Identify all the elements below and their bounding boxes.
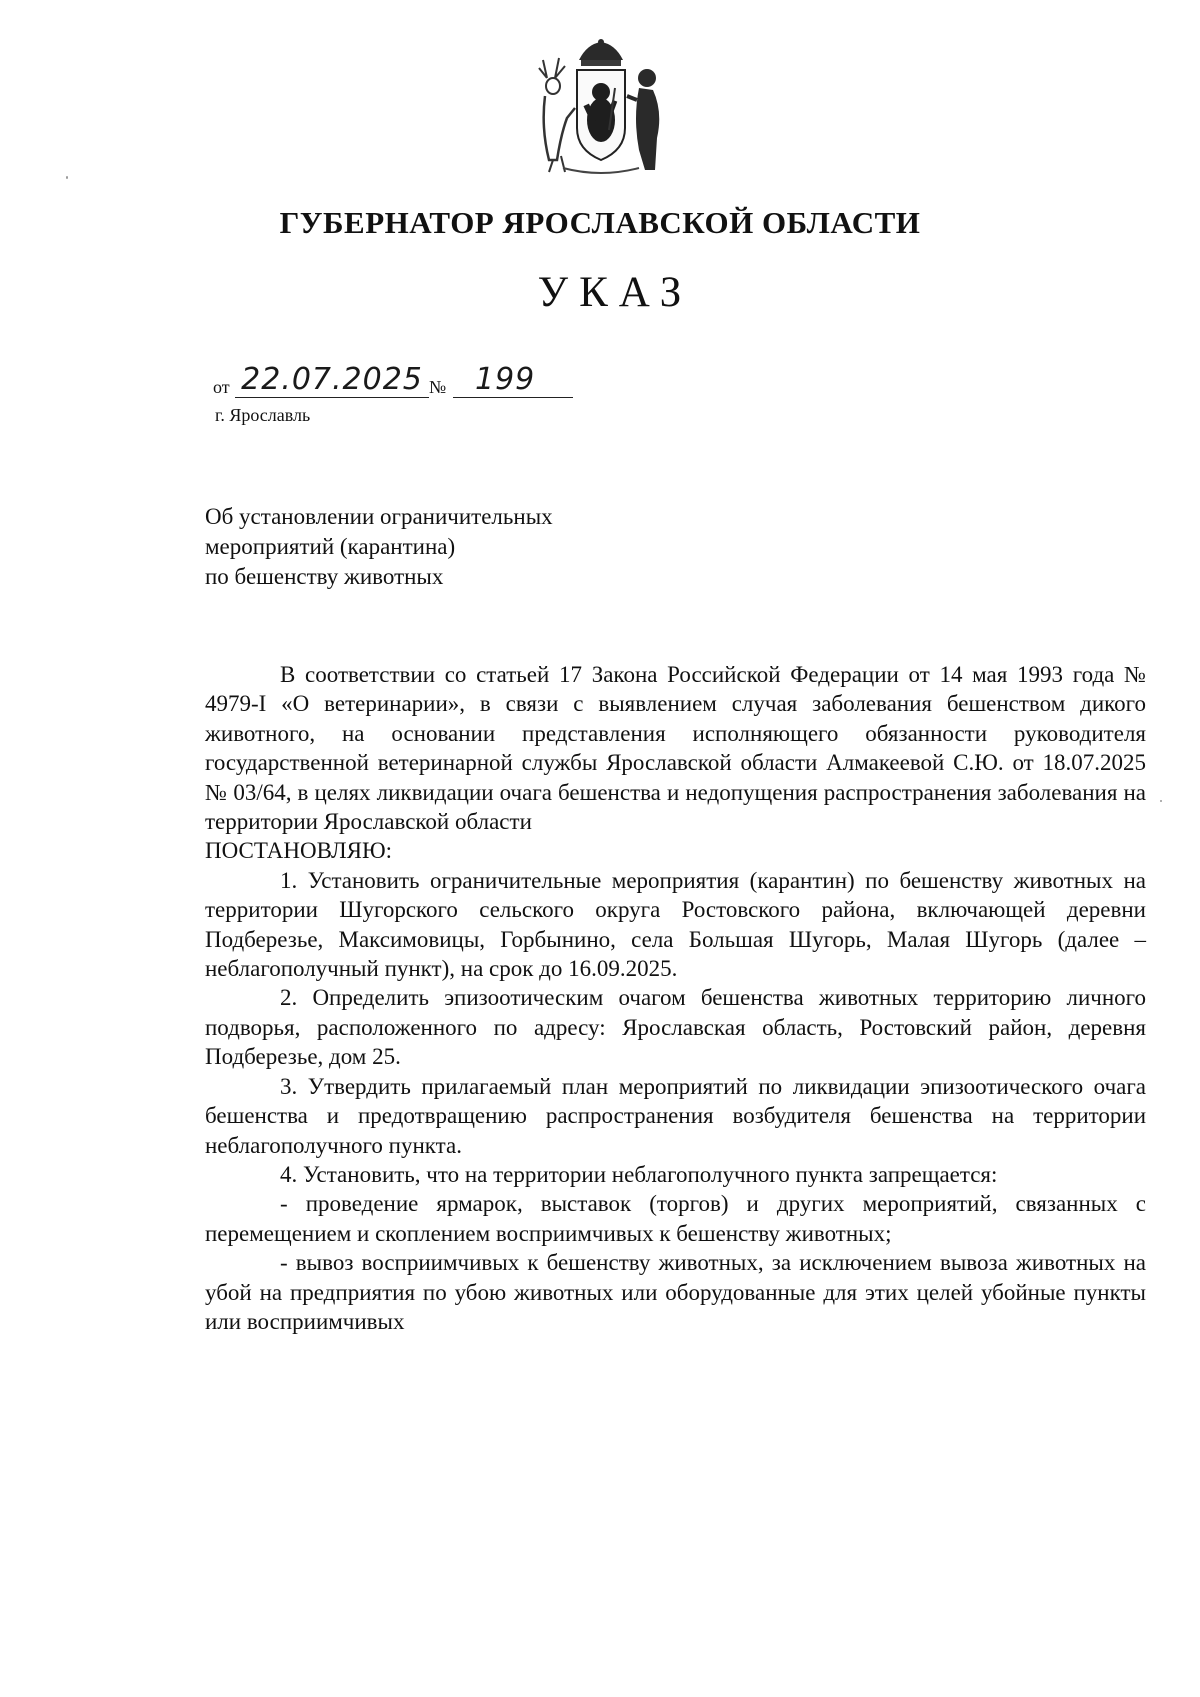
- decree-body: [205, 660, 1146, 1336]
- date-underline: [235, 397, 429, 398]
- decree-subject: [205, 502, 553, 592]
- number-prefix: №: [429, 377, 447, 397]
- handwritten-date: 22.07.2025: [241, 362, 423, 397]
- body-paragraph-bullet: - вывоз восприимчивых к бешенству животных, за исключением вывоза животных на убой на предприятия по убою животных или оборудованные для этих целей убойные пункты или восприимчивых: [205, 1250, 1146, 1334]
- scan-speck: [66, 176, 68, 179]
- issuing-authority: ГУБЕРНАТОР ЯРОСЛАВСКОЙ ОБЛАСТИ: [279, 205, 921, 240]
- coat-of-arms-icon: [535, 38, 667, 178]
- body-paragraph-preamble: В соответствии со статьей 17 Закона Российской Федерации от 14 мая 1993 года № 4979-I «О ветеринарии», в связи с выявлением случая заболевания бешенством дикого животного, на основании представления исполняющего обязанности руководителя государственной ветеринарной службы Ярославской области Алмакеевой С.Ю. от 18.07.2025 № 03/64, в целях ликвидации очага бешенства и недопущения распространения заболевания на территории Ярославской области: [205, 662, 1146, 835]
- subject-line: Об установлении ограничительных: [205, 504, 553, 529]
- handwritten-number: 199: [475, 362, 536, 397]
- body-paragraph-item-4: 4. Установить, что на территории неблагополучного пункта запрещается:: [280, 1161, 998, 1187]
- body-paragraph-bullet: - проведение ярмарок, выставок (торгов) и других мероприятий, связанных с перемещением и скоплением восприимчивых к бешенству животных;: [205, 1191, 1146, 1246]
- body-paragraph-resolve: ПОСТАНОВЛЯЮ:: [205, 838, 393, 864]
- document-type: УКАЗ: [537, 269, 693, 316]
- date-number-line: [213, 358, 573, 398]
- scan-speck: [1160, 800, 1162, 802]
- subject-line: по бешенству животных: [205, 564, 444, 589]
- issuing-city: г. Ярославль: [215, 405, 311, 425]
- body-paragraph-item-3: 3. Утвердить прилагаемый план мероприятий по ликвидации эпизоотического очага бешенства и предотвращению распространения возбудителя бешенства на территории неблагополучного пункта.: [205, 1073, 1146, 1158]
- subject-line: мероприятий (карантина): [205, 534, 456, 559]
- body-paragraph-item-1: 1. Установить ограничительные мероприятия (карантин) по бешенству животных на территории Шугорского сельского округа Ростовского района, включающей деревни Подберезье, Максимовицы, Горбынино, села Большая Шугорь, Малая Шугорь (далее – неблагополучный пункт), на срок до 16.09.2025.: [205, 867, 1146, 982]
- body-paragraph-item-2: 2. Определить эпизоотическим очагом бешенства животных территорию личного подворья, расположенного по адресу: Ярославская область, Ростовский район, деревня Подберезье, дом 25.: [205, 985, 1146, 1070]
- number-underline: [453, 397, 573, 398]
- date-prefix: от: [213, 377, 230, 397]
